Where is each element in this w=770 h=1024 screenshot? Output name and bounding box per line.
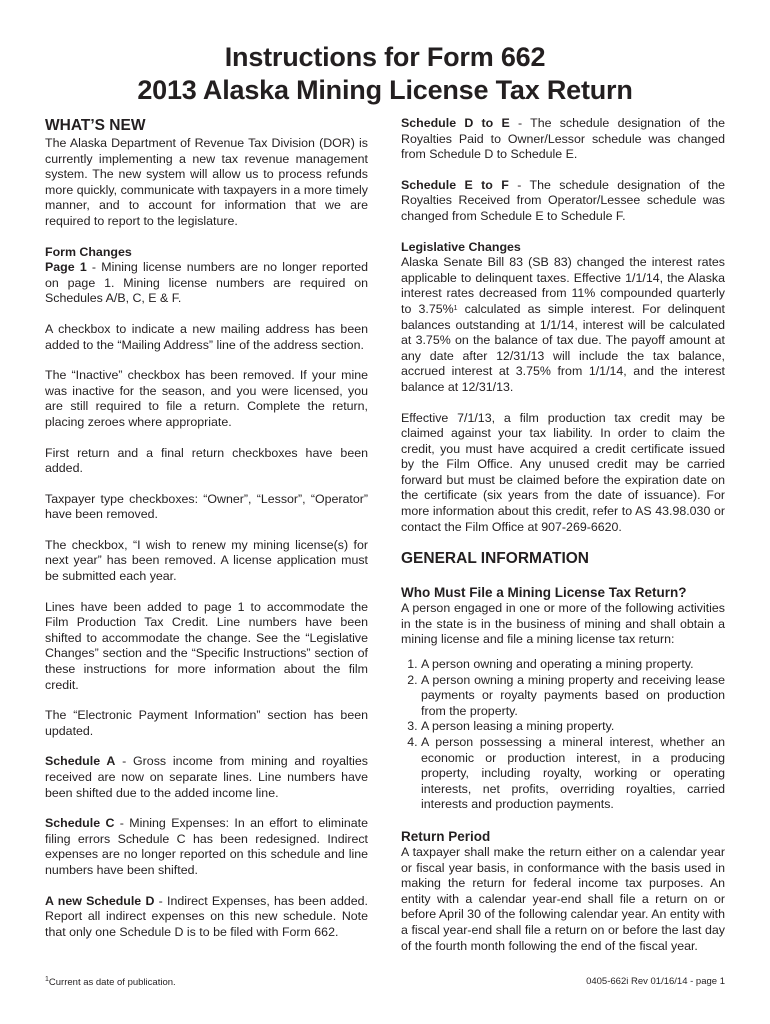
schedule-e-to-f-text: - The schedule designation of the Royalties Received from Operator/Lessee schedule was changed from Schedule E to Schedule F.: [401, 177, 725, 223]
intro-paragraph: The Alaska Department of Revenue Tax Division (DOR) is currently implementing a new tax revenue management system. The new system will allow us to process refunds more quickly, communicate with taxpayers in a more timely manner, and to account for information that we are required to report to the legislature.: [45, 136, 368, 228]
legislative-text-b: calculated as simple interest. For delinquent balances outstanding at 1/1/14, interest will be calculated at 3.75% on the balance of tax due. The payoff amount at any date after 12/31/13 will include the tax balance, accrued interest at 3.75% from 1/1/14, and the interest balance at 12/31/13.: [401, 301, 725, 394]
return-period-text: A taxpayer shall make the return either on a calendar year or fiscal year basis, in conformance with the basis used in making the return for federal income tax purposes. An entity with a calendar year-end shall file a return on or before April 30 of the following calendar year. An entity with a fiscal year-end shall file a return on or before the last day of the fourth month following the end of the fiscal year.: [401, 844, 725, 953]
list-item: 4. A person possessing a mineral interest, whether an economic or production interest, in a producing property, including royalty, working or operating interests, net profits, overriding royalties, carried interests and production payments.: [421, 735, 725, 813]
legislative-changes-heading: Legislative Changes: [401, 239, 521, 254]
whats-new-heading: WHAT’S NEW: [45, 117, 146, 134]
checkbox-mailing-change: A checkbox to indicate a new mailing address has been added to the “Mailing Address” line of the address section.: [45, 321, 368, 352]
who-must-file-text: A person engaged in one or more of the following activities in the state is in the business of mining and shall obtain a mining license and file a mining license tax return:: [401, 601, 725, 647]
page1-text: - Mining license numbers are no longer reported on page 1. Mining license numbers are required on Schedules A/B, C, E & F.: [45, 260, 369, 306]
schedule-c-text: - Mining Expenses: In an effort to eliminate filing errors Schedule C has been redesigned. Indirect expenses are no longer reported on this schedule and line numbers have been shifted.: [45, 816, 368, 877]
schedule-a-change: [45, 754, 368, 801]
schedule-c-label: Schedule C: [45, 816, 115, 831]
right-column: [401, 116, 725, 954]
list-item: 1. A person owning and operating a mining property.: [421, 657, 725, 673]
first-final-change: First return and a final return checkboxes have been added.: [45, 445, 368, 476]
page1-label: Page 1: [45, 260, 87, 275]
schedule-d-to-e-text: - The schedule designation of the Royalties Paid to Owner/Lessor schedule was changed from Schedule D to Schedule E.: [401, 116, 725, 162]
left-column: [45, 116, 368, 940]
page1-change: [45, 260, 368, 307]
footnote-number: 1: [45, 976, 49, 983]
page-info: 0405-662i Rev 01/16/14 - page 1: [586, 976, 725, 987]
page-title-form: Instructions for Form 662: [224, 42, 546, 72]
legislative-text-a: Alaska Senate Bill 83 (SB 83) changed the interest rates applicable to delinquent taxes. Effective 1/1/14, the Alaska interest rates decreased from 11% compounded quarterly to 3.75%: [401, 255, 725, 316]
legislative-changes-text: [401, 255, 725, 395]
general-information-heading: GENERAL INFORMATION: [401, 550, 590, 568]
schedule-e-to-f-label: Schedule E to F: [401, 177, 509, 192]
schedule-a-label: Schedule A: [45, 754, 116, 769]
page-title-year: 2013 Alaska Mining License Tax Return: [137, 75, 633, 105]
schedule-a-text: - Gross income from mining and royalties received are now on separate lines. Line numbers have been shifted due to the added income line.: [45, 754, 368, 800]
schedule-d-to-e-label: Schedule D to E: [401, 116, 510, 130]
schedule-e-to-f-change: [401, 178, 725, 225]
form-changes-heading: Form Changes: [45, 244, 132, 259]
return-period-heading: Return Period: [401, 828, 491, 844]
list-item: 2. A person owning a mining property and receiving lease payments or royalty payments based on production from the property.: [421, 673, 725, 720]
who-must-file-list: [401, 657, 725, 813]
taxpayer-type-change: Taxpayer type checkboxes: “Owner”, “Lessor”, “Operator” have been removed.: [45, 491, 368, 522]
footnote-marker: 1: [453, 304, 458, 312]
schedule-d-text: - Indirect Expenses, has been added. Report all indirect expenses on this new schedule. Note that only one Schedule D is to be filed with Form 662.: [45, 893, 368, 939]
footnote: [45, 977, 176, 988]
electronic-payment-change: The “Electronic Payment Information” section has been updated.: [45, 708, 368, 738]
inactive-change: The “Inactive” checkbox has been removed. If your mine was inactive for the season, and you were licensed, you are still required to file a return. Complete the return, placing zeroes where appropriate.: [45, 368, 368, 429]
lines-added-change: Lines have been added to page 1 to accommodate the Film Production Tax Credit. Line numbers have been shifted to accommodate the change. See the “Legislative Changes” section and the “Specific Instructions” section of these instructions for more information about the film credit.: [45, 599, 368, 692]
schedule-d-to-e-change: [401, 116, 725, 163]
footnote-text: Current as date of publication.: [48, 977, 176, 988]
schedule-c-change: [45, 816, 368, 878]
schedule-d-change: [45, 894, 368, 941]
who-must-file-heading: Who Must File a Mining License Tax Return?: [401, 585, 687, 601]
renew-change: The checkbox, “I wish to renew my mining license(s) for next year” has been removed. A license application must be submitted each year.: [45, 537, 368, 584]
film-credit-paragraph: Effective 7/1/13, a film production tax credit may be claimed against your tax liability. In order to claim the credit, you must have acquired a credit certificate issued by the Film Office. Any unused credit may be carried forward but must be claimed before the expiration date on the certificate (six years from the date of issuance). For more information about this credit, refer to AS 43.98.030 or contact the Film Office at 907-269-6620.: [401, 410, 725, 534]
schedule-d-label: A new Schedule D: [45, 893, 155, 908]
list-item: 3. A person leasing a mining property.: [421, 719, 725, 735]
